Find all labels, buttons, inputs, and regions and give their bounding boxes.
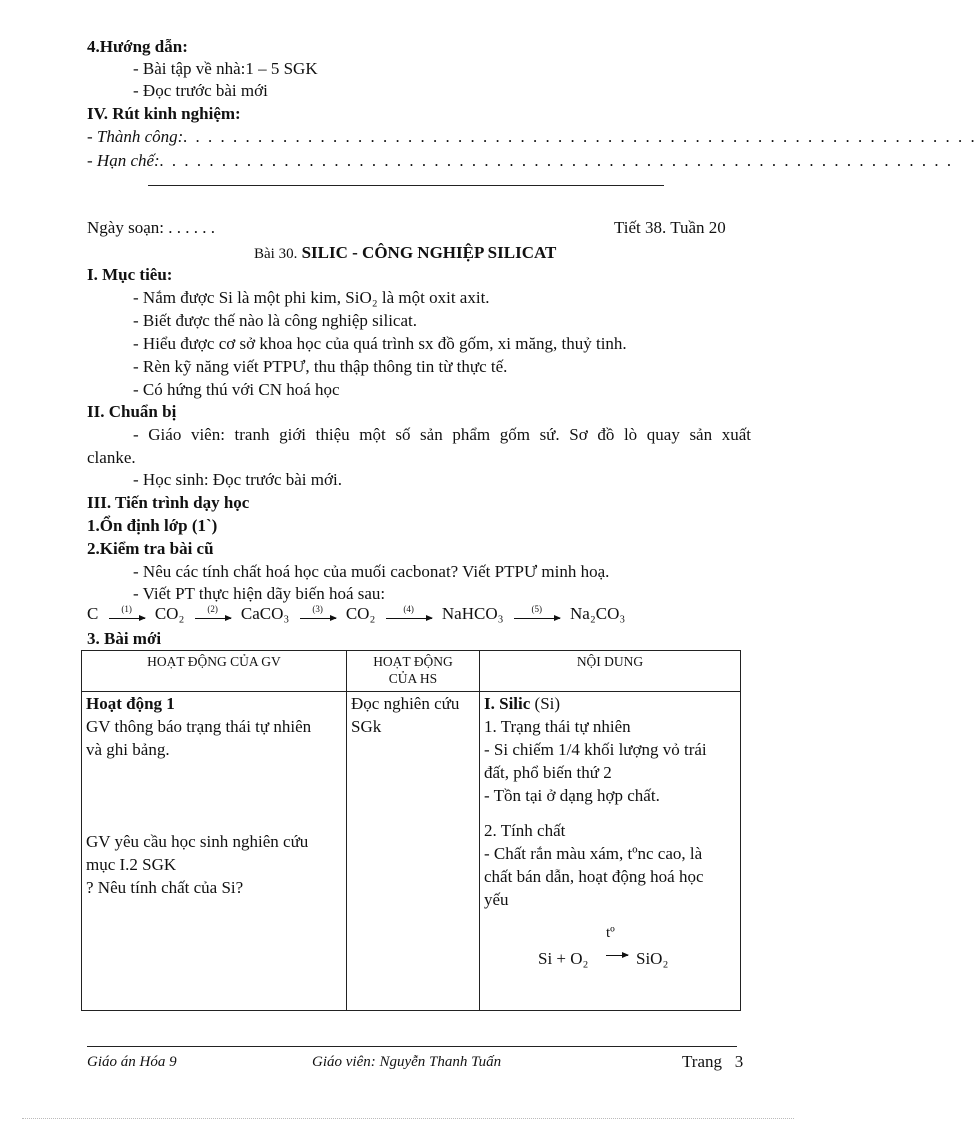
table-row [82, 692, 741, 1011]
student-prep: - Học sinh: Đọc trước bài mới. [133, 470, 342, 489]
gv-line: GV thông báo trạng thái tự nhiên [86, 717, 312, 736]
reaction-arrow [606, 952, 628, 953]
success-dots: . . . . . . . . . . . . . . . . . . . . . . . . . . . . . . . . . . . . . . . . . . . . . . . . . . . . . . . . . . . . . . . . [183, 127, 977, 146]
hs-line: SGk [351, 717, 382, 736]
lesson-prefix: Bài 30. [254, 246, 298, 262]
reaction-chain [87, 604, 625, 624]
lesson-table [81, 650, 741, 1011]
read-next-line: - Đọc trước bài mới [133, 81, 268, 100]
limits-dots: . . . . . . . . . . . . . . . . . . . . . . . . . . . . . . . . . . . . . . . . . . . . . . . . . . . . . . . . . . . . . . . . [159, 151, 954, 170]
content-line: 2. Tính chất [484, 821, 566, 840]
page-number: Trang 3 [682, 1052, 744, 1071]
objective-item: - Biết được thế nào là công nghiệp silicat. [133, 311, 417, 330]
step2-title: 2.Kiểm tra bài cũ [87, 539, 214, 558]
gv-cell [82, 692, 347, 1011]
content-cell [480, 692, 741, 1011]
table-header-row [82, 651, 741, 692]
teacher-prep-line1: - Giáo viên: tranh giới thiệu một số sản phẩm gốm sứ. Sơ đồ lò quay sản xuất [133, 425, 751, 444]
section-iv-title: IV. Rút kinh nghiệm: [87, 104, 241, 123]
section-divider [148, 185, 664, 186]
chain-arrow: (2) [195, 615, 231, 616]
chain-species: CaCO₃ [240, 604, 290, 623]
reaction-right: SiO₂ [636, 949, 669, 968]
activity-title: Hoạt động 1 [86, 694, 175, 713]
gv-line: và ghi bảng. [86, 740, 170, 759]
chain-arrow: (4) [386, 615, 432, 616]
step1-title: 1.Ổn định lớp (1`) [87, 516, 218, 535]
preparation-title: II. Chuẩn bị [87, 402, 177, 421]
footer-divider [87, 1046, 737, 1047]
reaction-condition: tº [606, 925, 615, 941]
header-hs: HOẠT ĐỘNG CỦA HS [347, 651, 480, 692]
process-title: III. Tiến trình dạy học [87, 493, 250, 512]
objectives-title: I. Mục tiêu: [87, 265, 173, 284]
chain-species: CO₂ [345, 604, 376, 623]
period-label: Tiết 38. Tuần 20 [614, 218, 726, 237]
step3-title: 3. Bài mới [87, 629, 162, 648]
chain-species: C [87, 604, 99, 623]
objective-item: - Rèn kỹ năng viết PTPƯ, thu thập thông tin từ thực tế. [133, 357, 508, 376]
footer-left: Giáo án Hóa 9 [87, 1054, 177, 1070]
hs-line: Đọc nghiên cứu [351, 694, 460, 713]
reaction-left: Si + O₂ [538, 949, 589, 968]
content-title: I. Silic (Si) [484, 694, 561, 713]
chain-arrow: (5) [514, 615, 560, 616]
chain-species: Na₂CO₃ [570, 604, 626, 623]
limits-label: - Hạn chế: [87, 151, 160, 170]
objective-item: - Hiểu được cơ sở khoa học của quá trình sx đồ gốm, xi măng, thuỷ tinh. [133, 334, 627, 353]
chain-arrow: (3) [300, 615, 336, 616]
objective-item: - Có hứng thú với CN hoá học [133, 380, 340, 399]
gv-line: ? Nêu tính chất của Si? [86, 878, 244, 897]
header-gv: HOẠT ĐỘNG CỦA GV [82, 651, 347, 692]
old-lesson-question2: - Viết PT thực hiện dãy biến hoá sau: [133, 584, 386, 603]
gv-line: mục I.2 SGK [86, 855, 177, 874]
section4-title: 4.Hướng dẫn: [87, 37, 188, 56]
chain-species: CO₂ [154, 604, 185, 623]
limits-row [87, 151, 953, 171]
lesson-name: SILIC - CÔNG NGHIỆP SILICAT [301, 243, 557, 262]
chain-species: NaHCO₃ [441, 604, 504, 623]
content-line: yếu [484, 890, 509, 909]
content-line: chất bán dẫn, hoạt động hoá học [484, 867, 704, 886]
success-label: - Thành công: [87, 127, 184, 146]
page-edge [22, 1118, 794, 1119]
reaction-equation [484, 911, 736, 981]
gv-line: GV yêu cầu học sinh nghiên cứu [86, 832, 309, 851]
teacher-prep-line2: clanke. [87, 448, 136, 467]
content-line: - Si chiếm 1/4 khối lượng vỏ trái [484, 740, 707, 759]
lesson-title [254, 243, 556, 263]
header-content: NỘI DUNG [480, 651, 741, 692]
homework-line: - Bài tập về nhà:1 – 5 SGK [133, 59, 318, 78]
content-line: 1. Trạng thái tự nhiên [484, 717, 631, 736]
content-line: đất, phổ biến thứ 2 [484, 763, 612, 782]
content-line: - Tồn tại ở dạng hợp chất. [484, 786, 660, 805]
chain-arrow: (1) [109, 615, 145, 616]
date-label: Ngày soạn: . . . . . . [87, 218, 215, 237]
success-row [87, 127, 977, 147]
objective-item: - Nắm được Si là một phi kim, SiO₂ là một oxit axit. [133, 288, 490, 307]
content-line: - Chất rắn màu xám, tºnc cao, là [484, 844, 703, 863]
old-lesson-question1: - Nêu các tính chất hoá học của muối cacbonat? Viết PTPƯ minh hoạ. [133, 562, 610, 581]
hs-cell [347, 692, 480, 1011]
footer-center: Giáo viên: Nguyễn Thanh Tuấn [312, 1054, 502, 1070]
